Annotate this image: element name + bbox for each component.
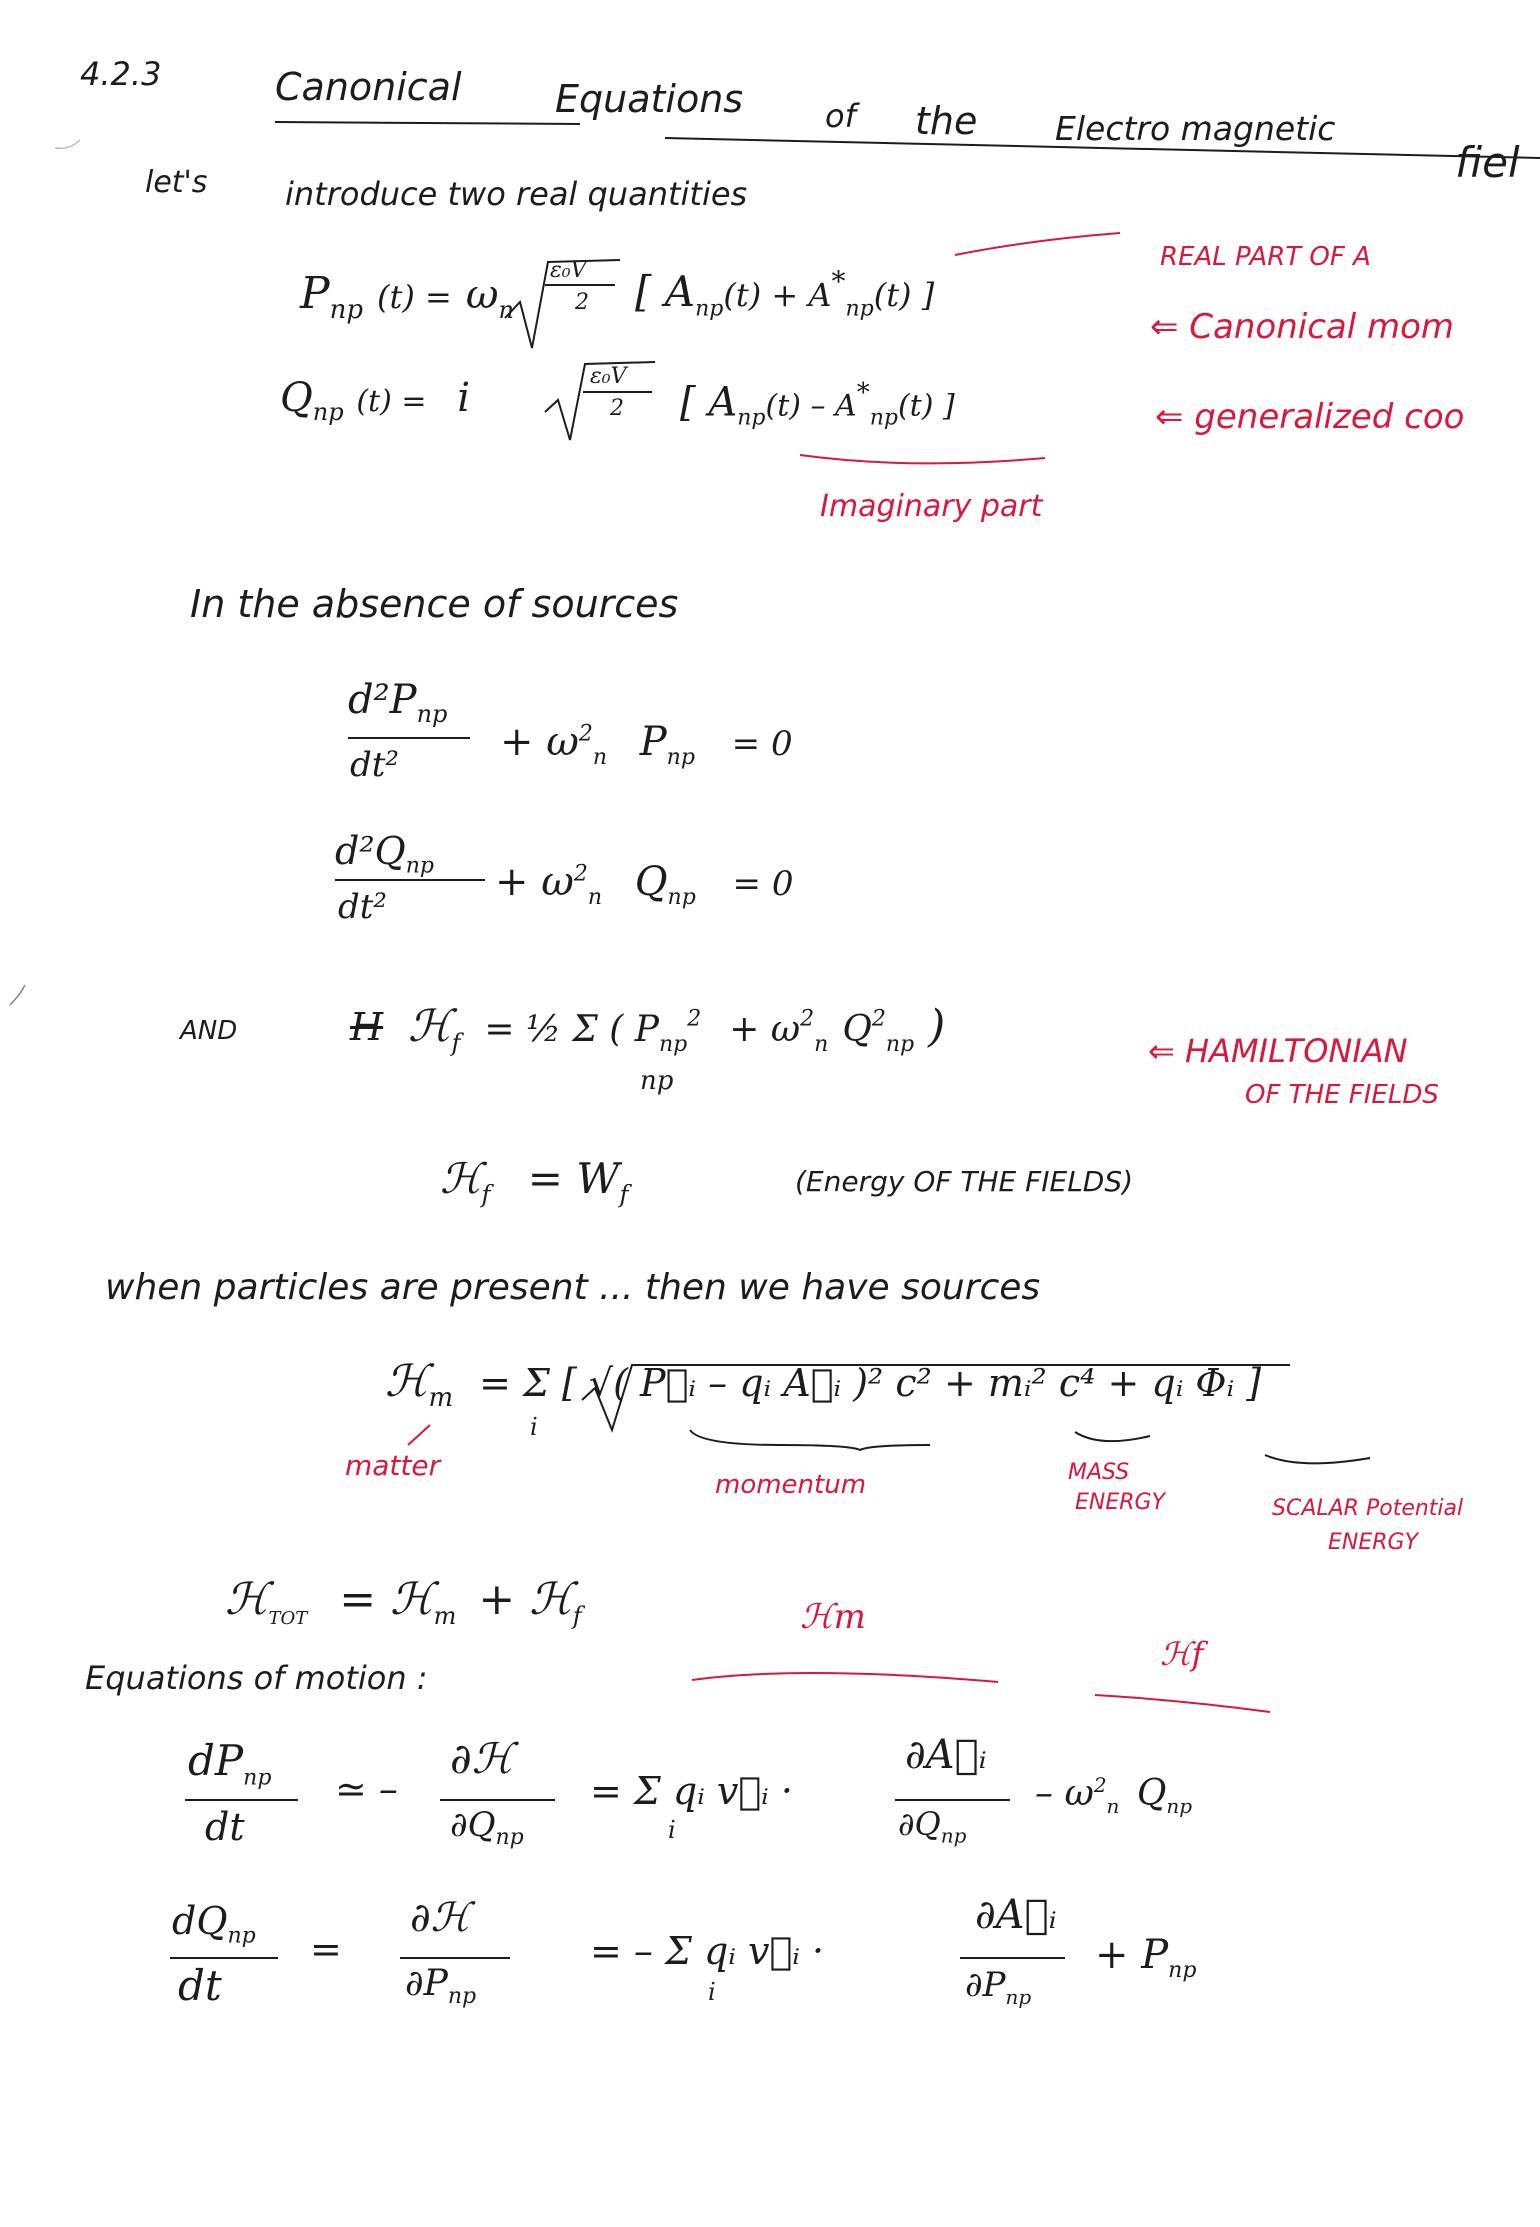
struck-h: H	[350, 1005, 384, 1049]
imaginary-part-note: Imaginary part	[820, 489, 1043, 524]
intro-lead: let's	[145, 165, 208, 200]
m1-op: ≃ –	[335, 1767, 398, 1811]
real-part-pointer	[955, 233, 1120, 255]
m1-tail: – $\omega^2_n$ $Q_{np}$	[1035, 1773, 1193, 1819]
m2-lhs-den: dt	[178, 1961, 222, 2010]
m2-sum-sub: i	[708, 1978, 716, 2006]
total-eq: ℋ$_{TOT}$ = ℋ$_m$ + ℋ$_f$	[225, 1574, 582, 1630]
matter-eq: ℋ$_m$ = Σ [ √( P⃗ᵢ – qᵢ A⃗ᵢ )² c² + mᵢ² c⁴ + qᵢ Φᵢ ]	[385, 1356, 1262, 1413]
absence-text: In the absence of sources	[190, 582, 679, 626]
ode-Q-num: $d^2Q_{np}$	[335, 829, 434, 879]
m1-lhs-num: $dP_{np}$	[188, 1736, 272, 1791]
m1-a-num: ∂A⃗ᵢ	[905, 1732, 987, 1778]
energy-note: (Energy OF THE FIELDS)	[795, 1165, 1134, 1198]
m2-a-num: ∂A⃗ᵢ	[975, 1892, 1057, 1938]
title-underline-1	[275, 122, 580, 124]
matter-sum-sub: i	[530, 1413, 538, 1441]
eq-P-lhs: $P_{np}$ $(t) = \omega_n$	[300, 268, 514, 325]
motion-label: Equations of motion :	[85, 1659, 428, 1697]
mass-brace	[1075, 1432, 1150, 1441]
title-word-equations: Equations	[555, 77, 744, 121]
eq-Q-bracket: [ $A_{np}(t) - A^*_{np}(t)$ ]	[680, 378, 955, 431]
matter-pointer	[408, 1425, 430, 1445]
m2-a-den: $\partial P_{np}$	[965, 1965, 1032, 2009]
generalized-coord-note: ⇐ generalized coo	[1155, 397, 1465, 437]
energy-eq: ℋ$_f$ = $W_f$	[440, 1154, 629, 1209]
eq-P-sqrt-num: ε₀V	[550, 258, 587, 283]
m1-a-den: $\partial Q_{np}$	[898, 1805, 967, 1848]
hamiltonian-note-1: ⇐ HAMILTONIAN	[1148, 1032, 1408, 1070]
matter-label: matter	[345, 1449, 441, 1482]
m2-d-den: $\partial P_{np}$	[405, 1963, 477, 2010]
margin-mark-1	[55, 140, 80, 148]
m1-lhs-den: dt	[205, 1805, 245, 1849]
eq-P-sqrt-den: 2	[575, 290, 589, 315]
scalar-label-1: SCALAR Potential	[1272, 1496, 1464, 1521]
mass-label-1: MASS	[1068, 1460, 1130, 1485]
title-word-of: of	[825, 97, 856, 135]
eq-Q-sqrt-num: ε₀V	[590, 364, 627, 389]
eq-Q-lhs: $Q_{np}$ (t) = i	[280, 375, 470, 426]
margin-mark-2	[10, 985, 25, 1005]
section-number: 4.2.3	[80, 55, 162, 93]
eq-P-bracket: [ $A_{np}(t) + A^*_{np}(t)$ ]	[635, 265, 935, 322]
mass-label-2: ENERGY	[1075, 1490, 1166, 1515]
title-word-field: fiel	[1455, 138, 1520, 187]
real-part-note: REAL PART OF A	[1160, 242, 1371, 272]
m2-rhs: = – Σ qᵢ v⃗ᵢ ·	[590, 1929, 825, 1973]
m2-tail: + $P_{np}$	[1095, 1932, 1197, 1983]
m1-sum-sub: i	[668, 1816, 676, 1844]
and-label: AND	[180, 1016, 238, 1046]
m2-d-num: ∂ℋ	[410, 1895, 471, 1941]
momentum-brace	[690, 1430, 930, 1450]
red-hf-label: ℋf	[1160, 1635, 1204, 1673]
ode-Q-rest: + $\omega^2_n$ $Q_{np} = 0$	[495, 859, 794, 910]
hamiltonian-eq: ℋ$_f$ = ½ Σ ( $P_{np}^2 + \omega^2_n$ $Q^2_{np}$ )	[408, 1001, 946, 1057]
m1-rhs: = Σ qᵢ v⃗ᵢ ·	[590, 1769, 793, 1813]
hm-underline	[692, 1673, 998, 1682]
ode-P-rest: + $\omega^2_n$ $P_{np} = 0$	[500, 719, 793, 770]
title-word-the: the	[915, 99, 978, 143]
canonical-momentum-note: ⇐ Canonical mom	[1150, 307, 1455, 347]
eq-Q-sqrt-den: 2	[610, 396, 624, 421]
red-hm-label: ℋm	[800, 1597, 866, 1637]
momentum-label: momentum	[715, 1470, 867, 1500]
intro-text: introduce two real quantities	[285, 175, 748, 213]
particles-text: when particles are present ... then we have sources	[105, 1267, 1041, 1308]
hf-underline	[1095, 1695, 1270, 1712]
ode-P-num: $d^2P_{np}$	[348, 677, 448, 728]
sum-sub-np: np	[640, 1066, 674, 1096]
ode-P-den: dt²	[350, 745, 400, 785]
m1-d-den: $\partial Q_{np}$	[450, 1805, 524, 1850]
hamiltonian-note-2: OF THE FIELDS	[1245, 1080, 1439, 1110]
imag-underline	[800, 455, 1045, 463]
m2-op: =	[310, 1927, 342, 1971]
m2-lhs-num: $dQ_{np}$	[172, 1899, 256, 1949]
title-word-electromagnetic: Electro magnetic	[1055, 109, 1336, 148]
scalar-brace	[1265, 1455, 1370, 1463]
ode-Q-den: dt²	[338, 887, 388, 927]
m1-d-num: ∂ℋ	[450, 1734, 514, 1783]
scalar-label-2: ENERGY	[1328, 1530, 1419, 1555]
title-word-canonical: Canonical	[275, 65, 462, 109]
